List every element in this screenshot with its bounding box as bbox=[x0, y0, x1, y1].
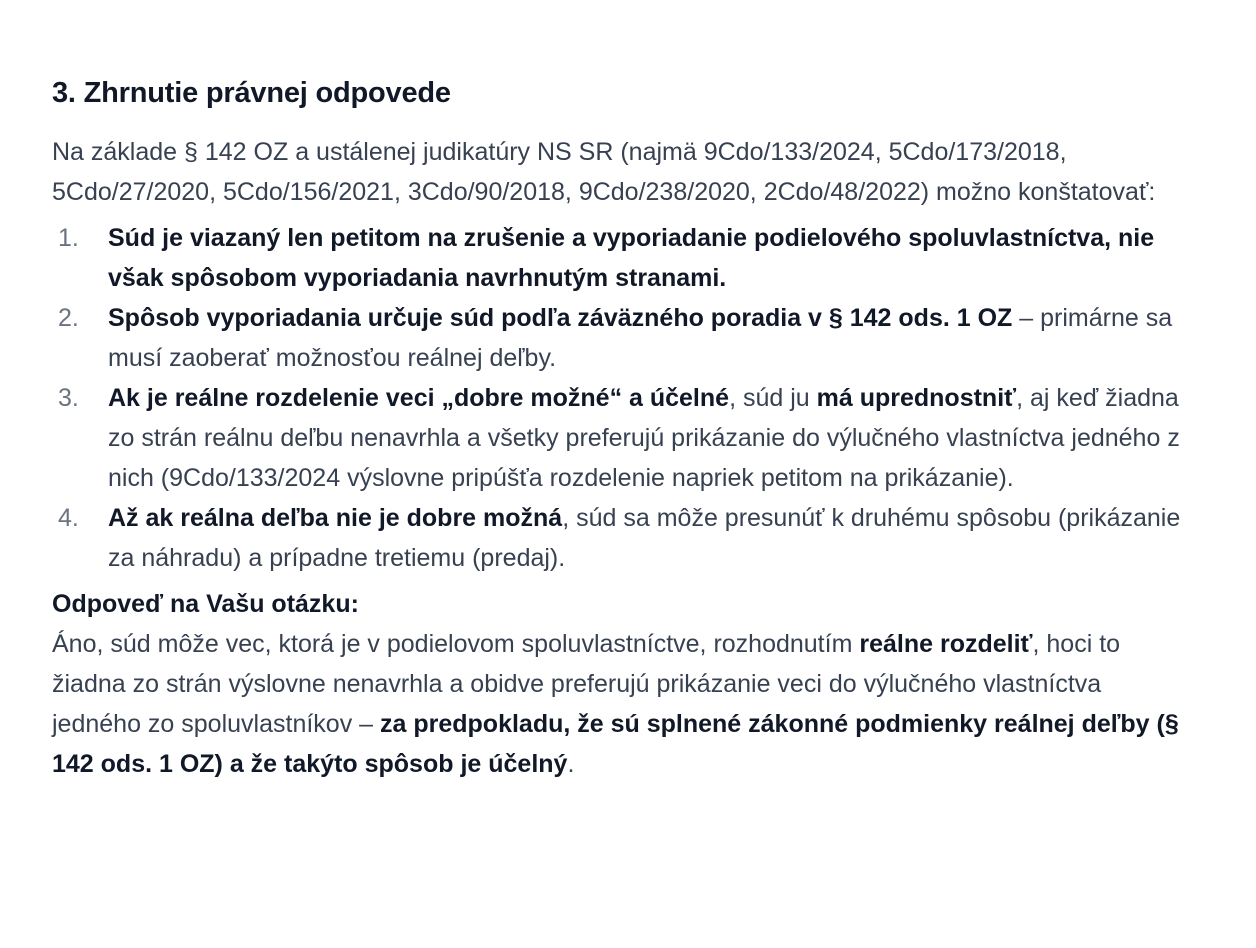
list-item bbox=[52, 378, 1192, 498]
answer-text: . bbox=[567, 750, 575, 778]
conclusions-list bbox=[52, 218, 1192, 578]
list-item bbox=[52, 498, 1192, 578]
intro-paragraph: Na základe § 142 OZ a ustálenej judikatúry NS SR (najmä 9Cdo/133/2024, 5Cdo/173/2018, 5Cdo/27/2020, 5Cdo/156/2021, 3Cdo/90/2018, 9Cdo/238/2020, 2Cdo/48/2022) možno konštatovať: bbox=[52, 138, 1156, 206]
list-item bbox=[52, 298, 1192, 378]
section-heading: 3. Zhrnutie právnej odpovede bbox=[52, 77, 451, 109]
list-marker: 1. bbox=[58, 224, 79, 252]
answer-bold-text: za predpokladu, že sú splnené zákonné podmienky reálnej deľby (§ 142 ods. 1 OZ) a že takýto spôsob je účelný bbox=[52, 710, 1179, 778]
list-marker: 4. bbox=[58, 504, 79, 532]
item-bold-text: Až ak reálna deľba nie je dobre možná bbox=[108, 504, 563, 532]
answer-text: Áno, súd môže vec, ktorá je v podielovom spoluvlastníctve, rozhodnutím bbox=[52, 630, 860, 658]
answer-label: Odpoveď na Vašu otázku: bbox=[52, 590, 359, 618]
item-text: , súd sa môže presunúť k druhému spôsobu (prikázanie za náhradu) a prípadne tretiemu (predaj). bbox=[108, 504, 1181, 572]
item-text: – primárne sa musí zaoberať možnosťou reálnej deľby. bbox=[108, 304, 1173, 372]
item-bold-text: Súd je viazaný len petitom na zrušenie a vyporiadanie podielového spoluvlastníctva, nie však spôsobom vyporiadania navrhnutým stranami. bbox=[108, 224, 1155, 292]
answer-bold-text: reálne rozdeliť bbox=[859, 630, 1033, 658]
list-marker: 3. bbox=[58, 384, 79, 412]
list-marker: 2. bbox=[58, 304, 79, 332]
item-bold-text: má uprednostniť bbox=[816, 384, 1017, 412]
item-text: , aj keď žiadna zo strán reálnu deľbu nenavrhla a všetky preferujú prikázanie do výlučného vlastníctva jedného z nich (9Cdo/133/2024 výslovne pripúšťa rozdelenie napriek petitom na prikázanie). bbox=[108, 384, 1180, 492]
item-bold-text: Ak je reálne rozdelenie veci „dobre možné“ a účelné bbox=[108, 384, 730, 412]
answer-paragraph bbox=[52, 624, 1192, 784]
answer-text: , hoci to žiadna zo strán výslovne nenavrhla a obidve preferujú prikázanie veci do výlučného vlastníctva jedného zo spoluvlastníkov – bbox=[52, 630, 1121, 738]
item-text: , súd ju bbox=[729, 384, 817, 412]
document-content bbox=[52, 68, 1192, 784]
item-bold-text: Spôsob vyporiadania určuje súd podľa záväzného poradia v § 142 ods. 1 OZ bbox=[108, 304, 1013, 332]
list-item bbox=[52, 218, 1192, 298]
